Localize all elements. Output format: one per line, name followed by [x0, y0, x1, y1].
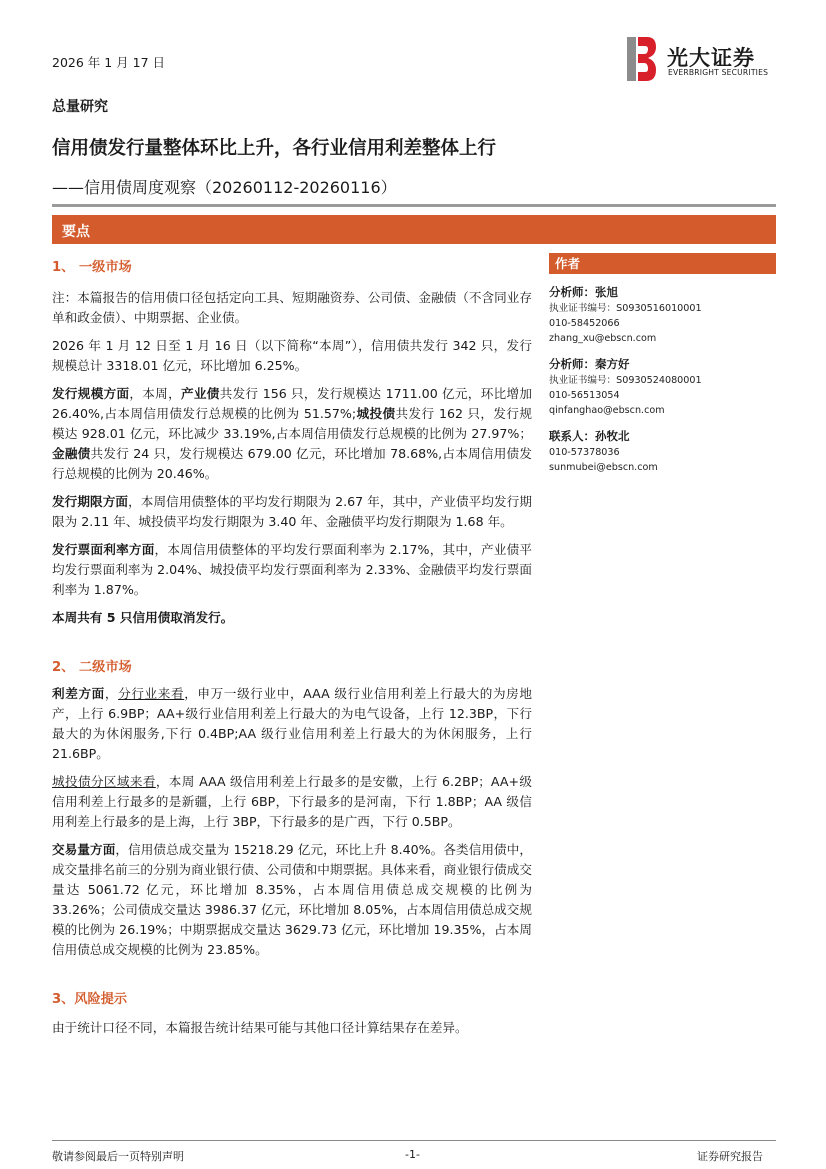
- section-heading-risk-warning: 3、风险提示: [52, 992, 128, 1007]
- disclaimer-note: 敬请参阅最后一页特别声明: [52, 1150, 184, 1163]
- footer-divider: [52, 1140, 776, 1141]
- analyst-license: 执业证书编号：S0930524080001: [549, 375, 702, 386]
- scale-text-2: 共发行 156 只，发行规模达 1711.00 亿元，环比增加 26.40%,占本周信用债发行总规模的比例为 51.57%;: [52, 386, 532, 421]
- section-heading-secondary-market: 2、 二级市场: [52, 660, 132, 675]
- contact-card: [549, 428, 776, 475]
- analyst-email[interactable]: zhang_xu@ebscn.com: [549, 333, 657, 344]
- cancelled-issuance: 本周共有 5 只信用债取消发行。: [52, 610, 234, 625]
- analyst-name: 分析师：张旭: [549, 285, 618, 299]
- issuance-scale-paragraph: [52, 384, 532, 484]
- by-region-label: 城投债分区域来看: [52, 774, 156, 789]
- report-date: 2026 年 1 月 17 日: [52, 55, 166, 70]
- report-subtitle: ——信用债周度观察（20260112-20260116）: [52, 178, 397, 197]
- scale-text-1: ，本周，: [129, 386, 181, 401]
- spread-lead: 利差方面: [52, 686, 105, 701]
- report-category: 总量研究: [52, 99, 108, 115]
- analyst-card: [549, 356, 776, 418]
- region-text: ，本周 AAA 级信用利差上行最多的是安徽，上行 6.2BP；AA+级信用利差上行最多的是新疆，上行 6BP，下行最多的是河南，下行 1.8BP；AA 级信用利差上行最多的是上海，上行 3BP，下行最多的是广西，下行 0.5BP。: [52, 774, 533, 829]
- issuance-term-paragraph: [52, 492, 532, 532]
- section-heading-primary-market: 1、 一级市场: [52, 260, 132, 275]
- volume-lead: 交易量方面: [52, 842, 116, 857]
- company-logo: [627, 37, 777, 81]
- author-heading: 作者: [549, 253, 776, 274]
- main-content: [52, 258, 532, 1038]
- analyst-email[interactable]: qinfanghao@ebscn.com: [549, 405, 665, 416]
- by-industry-label: 分行业来看: [118, 686, 185, 701]
- contact-name: 联系人：孙牧北: [549, 429, 630, 443]
- author-sidebar: [549, 253, 776, 475]
- scale-text-4: 共发行 24 只，发行规模达 679.00 亿元，环比增加 78.68%,占本周信用债发行总规模的比例为 20.46%。: [52, 446, 532, 481]
- key-points-label: 要点: [62, 224, 90, 240]
- title-divider: [52, 204, 776, 207]
- risk-warning-text: 由于统计口径不同，本篇报告统计结果可能与其他口径计算结果存在差异。: [52, 1020, 468, 1035]
- report-type-label: 证券研究报告: [697, 1150, 763, 1163]
- logo-name-en: EVERBRIGHT SECURITIES: [668, 68, 769, 77]
- analyst-name: 分析师：秦方好: [549, 357, 630, 371]
- contact-email[interactable]: sunmubei@ebscn.com: [549, 462, 658, 473]
- scope-note: 注：本篇报告的信用债口径包括定向工具、短期融资券、公司债、金融债（不含同业存单和政金债）、中期票据、企业债。: [52, 290, 532, 325]
- term-text: ，本周信用债整体的平均发行期限为 2.67 年，其中，产业债平均发行期限为 2.11 年、城投债平均发行期限为 3.40 年、金融债平均发行期限为 1.68 年。: [52, 494, 532, 529]
- analyst-phone: 010-58452066: [549, 318, 620, 329]
- coupon-lead: 发行票面利率方面: [52, 542, 155, 557]
- spread-paragraph: [52, 684, 532, 764]
- keyword-urban-investment-bond: 城投债: [356, 406, 396, 421]
- trading-volume-paragraph: [52, 840, 532, 960]
- regional-spread-paragraph: [52, 772, 532, 832]
- keyword-financial-bond: 金融债: [52, 446, 91, 461]
- everbright-logo-icon: [627, 37, 657, 81]
- logo-name-cn: 光大证券: [667, 46, 755, 70]
- volume-text: ，信用债总成交量为 15218.29 亿元，环比上升 8.40%。各类信用债中，成交量排名前三的分别为商业银行债、公司债和中期票据。具体来看，商业银行债成交量达 5061.72 亿元，环比增加 8.35%，占本周信用债总成交规模的比例为 33.26%；公司债成交量达 3986.37 亿元，环比增加 8.05%，占本周信用债总成交规模的比例为 26.19%；中期票据成交量达 3629.73 亿元，环比增加 19.35%，占本周信用债总成交规模的比例为 23.85%。: [52, 842, 533, 957]
- report-title: 信用债发行量整体环比上升，各行业信用利差整体上行: [52, 138, 497, 159]
- keyword-industrial-bond: 产业债: [180, 386, 220, 401]
- analyst-phone: 010-56513054: [549, 390, 620, 401]
- term-lead: 发行期限方面: [52, 494, 129, 509]
- page-number: -1-: [405, 1148, 420, 1161]
- spread-text-1: ，: [104, 686, 119, 701]
- analyst-card: [549, 284, 776, 346]
- coupon-text: ，本周信用债整体的平均发行票面利率为 2.17%，其中，产业债平均发行票面利率为 2.04%、城投债平均发行票面利率为 2.33%、金融债平均发行票面利率为 1.87%。: [52, 542, 533, 597]
- issuance-overview: 2026 年 1 月 12 日至 1 月 16 日（以下简称“本周”），信用债共发行 342 只，发行规模总计 3318.01 亿元，环比增加 6.25%。: [52, 338, 532, 373]
- scale-text-3: 共发行 162 只，发行规模达 928.01 亿元，环比减少 33.19%,占本周信用债发行总规模的比例为 27.97%；: [52, 406, 533, 441]
- coupon-rate-paragraph: [52, 540, 532, 600]
- spread-text-2: ，申万一级行业中，AAA 级行业信用利差上行最大的为房地产，上行 6.9BP；AA+级行业信用利差上行最大的为电气设备，上行 12.3BP，下行最大的为休闲服务,下行 0.4BP;AA 级行业信用利差上行最大的为休闲服务，上行 21.6BP。: [52, 686, 532, 761]
- analyst-license: 执业证书编号：S0930516010001: [549, 303, 702, 314]
- contact-phone: 010-57378036: [549, 447, 620, 458]
- key-points-banner: [52, 215, 776, 244]
- scale-lead: 发行规模方面: [52, 386, 130, 401]
